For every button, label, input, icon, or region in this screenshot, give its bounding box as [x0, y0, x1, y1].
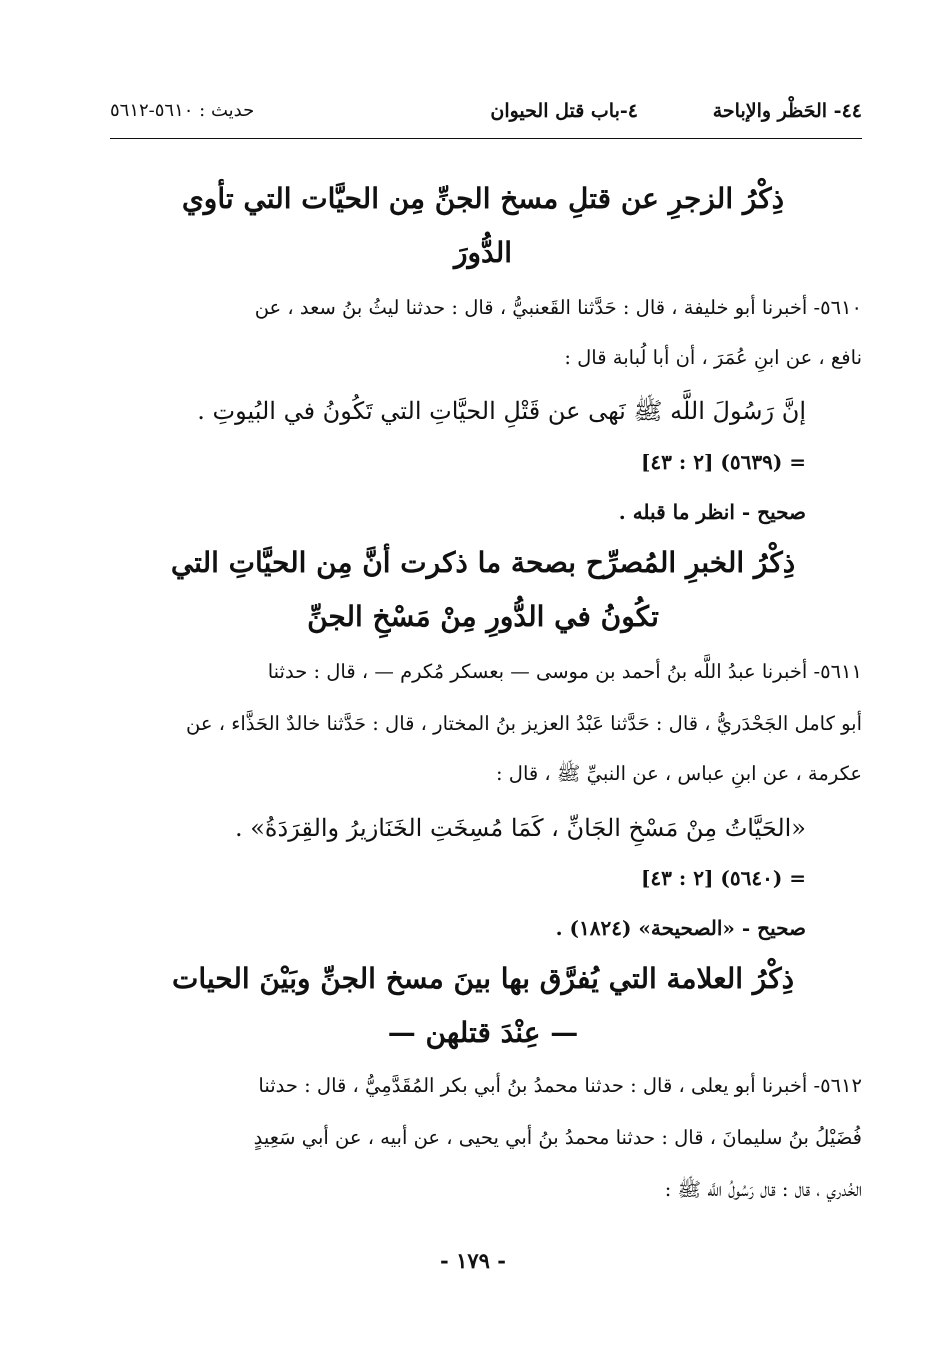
hadith-range: حديث : ٥٦١٠-٥٦١٢ — [110, 100, 255, 121]
header-rule — [110, 138, 862, 139]
hadith-matn: «الحَيَّاتُ مِنْ مَسْخِ الجَانِّ ، كَمَا مُسِخَتِ الخَنَازيرُ والقِرَدَةُ» . — [234, 814, 806, 842]
section-title: — عِنْدَ قتلهن — — [387, 1016, 579, 1049]
chapter-title: ٤-باب قتل الحيوان — [490, 100, 638, 122]
isnad-line: عكرمة ، عن ابنِ عباس ، عن النبيِّ ﷺ ، قال : — [496, 762, 862, 785]
isnad-line: الخُدري ، قال : قال رَسُولُ اللَّه ﷺ : — [664, 1178, 862, 1201]
isnad-line: ٥٦١٢- أخبرنا أبو يعلى ، قال : حدثنا محمدُ بنُ أبي بكر المُقَدَّمِيُّ ، قال : حدثنا — [258, 1074, 862, 1097]
isnad-line: ٥٦١٠- أخبرنا أبو خليفة ، قال : حَدَّثنا القَعنبيُّ ، قال : حدثنا ليثُ بنُ سعد ، عن — [254, 296, 862, 319]
hadith-grade: صحيح - انظر ما قبله . — [618, 500, 806, 524]
page-number: - ١٧٩ - — [440, 1248, 506, 1273]
cross-reference: = (٥٦٣٩) [٢ : ٤٣] — [640, 450, 806, 474]
cross-reference: = (٥٦٤٠) [٢ : ٤٣] — [640, 866, 806, 890]
section-title: تكُونُ في الدُّورِ مِنْ مَسْخِ الجنِّ — [307, 600, 659, 633]
section-title: الدُّورَ — [453, 236, 513, 269]
hadith-matn: إنَّ رَسُولَ اللَّه ﷺ نَهى عن قَتْلِ الحيَّاتِ التي تَكُونُ في البُيوتِ . — [197, 397, 806, 425]
isnad-line: نافع ، عن ابنِ عُمَرَ ، أن أبا لُبابة قال : — [564, 346, 862, 369]
section-title: ذِكْرُ الخبرِ المُصرِّح بصحة ما ذكرت أنَّ مِن الحيَّاتِ التي — [170, 546, 796, 579]
isnad-line: أبو كامل الجَحْدَريُّ ، قال : حَدَّثنا عَبْدُ العزيز بنُ المختار ، قال : حَدَّثنا خالدٌ الحَذَّاء ، عن — [186, 712, 862, 735]
book-title: ٤٤- الحَظْر والإباحة — [712, 100, 862, 122]
running-header — [110, 100, 862, 136]
isnad-line: فُضَيْلُ بنُ سليمانَ ، قال : حدثنا محمدُ بنُ أبي يحيى ، عن أبيه ، عن أبي سَعِيدٍ — [253, 1126, 862, 1149]
hadith-grade: صحيح - «الصحيحة» (١٨٢٤) . — [555, 916, 806, 940]
section-title: ذِكْرُ العلامة التي يُفرَّق بها بينَ مسخ الجنِّ وبَيْنَ الحيات — [171, 962, 795, 995]
isnad-line: ٥٦١١- أخبرنا عبدُ اللَّه بنُ أحمد بن موسى — بعسكر مُكرم — ، قال : حدثنا — [267, 660, 862, 683]
section-title: ذِكْرُ الزجرِ عن قتلِ مسخ الجنِّ مِن الحيَّات التي تأوي — [181, 182, 785, 215]
